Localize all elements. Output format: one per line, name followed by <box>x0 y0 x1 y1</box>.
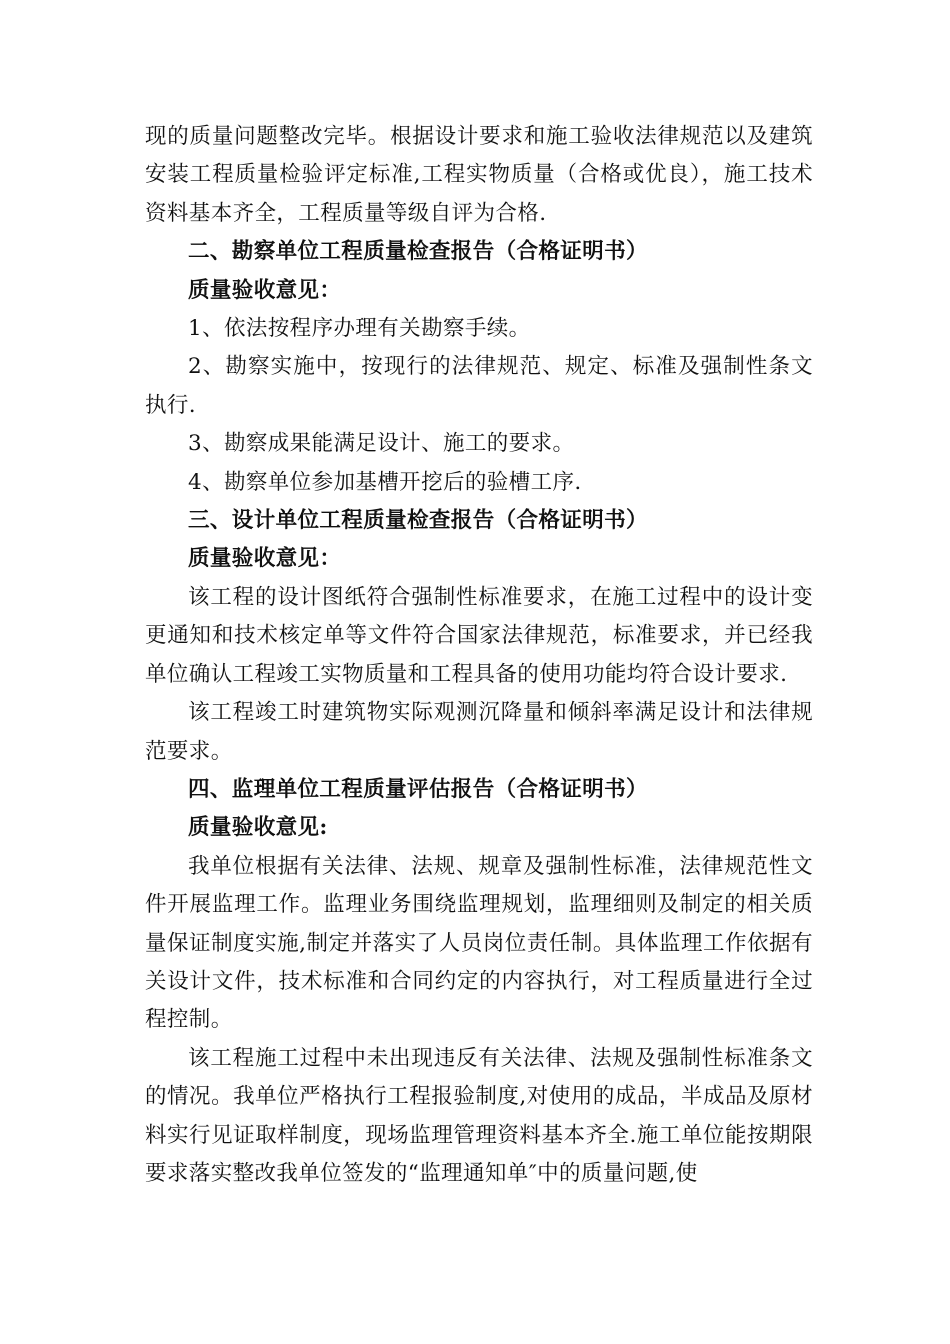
section-2-item-3: 3、勘察成果能满足设计、施工的要求。 <box>188 431 575 457</box>
document-page <box>145 118 813 1193</box>
section-3-opinion-label: 质量验收意见： <box>188 546 342 572</box>
section-3-title: 三、设计单位工程质量检查报告（合格证明书） <box>188 508 648 534</box>
section-3-paragraph-2: 该工程竣工时建筑物实际观测沉降量和倾斜率满足设计和法律规范要求。 <box>145 700 813 764</box>
section-4-paragraph-2: 该工程施工过程中未出现违反有关法律、法规及强制性标准条文的情况。我单位严格执行工程报验制度,对使用的成品，半成品及原材料实行见证取样制度，现场监理管理资料基本齐全.施工单位能按期限要求落实整改我单位签发的“监理通知单″中的质量问题,使 <box>145 1045 813 1186</box>
section-4-title: 四、监理单位工程质量评估报告（合格证明书） <box>188 776 648 802</box>
intro-paragraph: 现的质量问题整改完毕。根据设计要求和施工验收法律规范以及建筑安装工程质量检验评定标准,工程实物质量（合格或优良），施工技术资料基本齐全，工程质量等级自评为合格. <box>145 124 813 226</box>
section-2-opinion-label: 质量验收意见： <box>188 277 342 303</box>
section-4-opinion-label: 质量验收意见: <box>188 815 328 841</box>
section-2-item-2: 2、勘察实施中，按现行的法律规范、规定、标准及强制性条文执行. <box>145 354 813 418</box>
section-2-title: 二、勘察单位工程质量检查报告（合格证明书） <box>188 239 648 265</box>
section-4-paragraph-1: 我单位根据有关法律、法规、规章及强制性标准，法律规范性文件开展监理工作。监理业务围绕监理规划，监理细则及制定的相关质量保证制度实施,制定并落实了人员岗位责任制。具体监理工作依据有关设计文件，技术标准和合同约定的内容执行，对工程质量进行全过程控制。 <box>145 853 813 1033</box>
section-3-paragraph-1: 该工程的设计图纸符合强制性标准要求，在施工过程中的设计变更通知和技术核定单等文件符合国家法律规范，标准要求，并已经我单位确认工程竣工实物质量和工程具备的使用功能均符合设计要求. <box>145 584 813 687</box>
section-2-item-1: 1、依法按程序办理有关勘察手续。 <box>188 316 531 342</box>
section-2-item-4: 4、勘察单位参加基槽开挖后的验槽工序. <box>188 469 582 495</box>
